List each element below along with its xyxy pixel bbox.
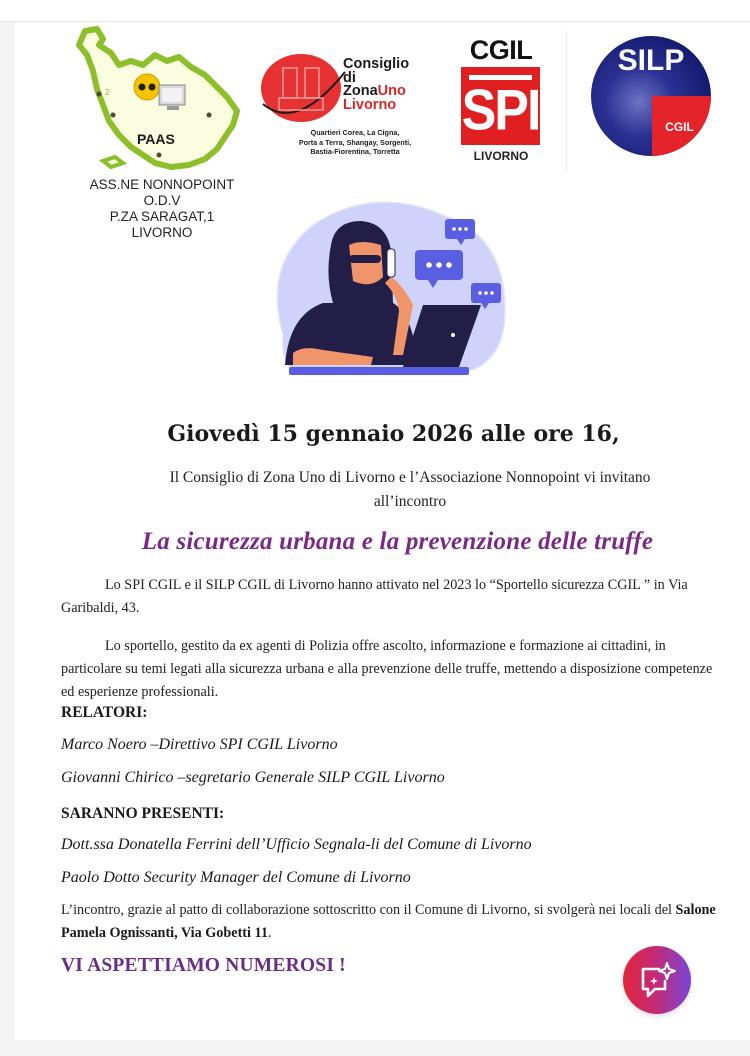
invite-text (100, 466, 720, 514)
logo-nonnopoint (67, 25, 257, 245)
zona-word: Zona (343, 83, 378, 99)
livorno-word: Livorno (343, 96, 397, 113)
paas-line: ASS.NE NONNOPOINT (89, 177, 235, 192)
quartieri-line: Quartieri Corea, La Cigna, (310, 128, 400, 137)
logo-spi-cgil (455, 35, 547, 170)
logo-divider (566, 31, 567, 171)
ai-assistant-button[interactable] (623, 946, 691, 1014)
paas-line: O.D.V (143, 193, 181, 208)
closing-text: L’incontro, grazie al patto di collaborazione sottoscritto con il Comune di Livorno, si svolgerà nei locali del (61, 902, 676, 918)
hooded-scammer-icon (253, 185, 513, 385)
spi-cgil-text: CGIL (469, 35, 533, 65)
paragraph-sportello-description (61, 635, 721, 704)
svg-text:2: 2 (105, 88, 110, 97)
paas-line: P.ZA SARAGAT,1 (109, 209, 215, 224)
presente-item: Paolo Dotto Security Manager del Comune di Livorno (61, 869, 411, 886)
venue-text: Salone Pamela Ognissanti, Via Gobetti 11 (61, 902, 716, 941)
logo-consiglio-zona-uno (255, 48, 455, 163)
presenti-heading: SARANNO PRESENTI: (61, 805, 225, 822)
relatore-item: Giovanni Chirico –segretario Generale SILP CGIL Livorno (61, 769, 445, 786)
consiglio-quartieri (255, 128, 455, 157)
quartieri-line: Bastia-Fiorentina, Torretta (310, 147, 400, 156)
left-gutter (0, 22, 15, 1040)
paas-label: PAAS (137, 131, 175, 147)
paragraph-sportello-intro (61, 574, 721, 620)
spi-text: SPI (461, 79, 540, 143)
presente-item: Dott.ssa Donatella Ferrini dell’Ufficio Segnala-li del Comune di Livorno (61, 836, 532, 853)
closing-end: . (267, 925, 272, 941)
consiglio-title (343, 58, 409, 112)
invite-line: all’incontro (373, 493, 447, 510)
nonnopoint-address (67, 177, 257, 241)
svg-text:1: 1 (95, 80, 100, 89)
ai-chat-sparkle-icon (639, 961, 677, 1001)
spi-red-box (461, 67, 540, 145)
paragraph-text: Lo SPI CGIL e il SILP CGIL di Livorno hanno attivato nel 2023 lo “Sportello sicurezza CGIL ” in Via Garibaldi, 43. (61, 577, 688, 616)
event-date: Giovedì 15 gennaio 2026 alle ore 16, (167, 421, 620, 447)
tuscany-map-icon (67, 25, 257, 175)
invite-line: Il Consiglio di Zona Uno di Livorno e l’Associazione Nonnopoint vi invitano (169, 469, 651, 486)
call-to-action: VI ASPETTIAMO NUMEROSI ! (61, 955, 346, 976)
closing-paragraph (61, 899, 741, 945)
event-title: La sicurezza urbana e la prevenzione delle truffe (141, 528, 654, 555)
consiglio-line: Consiglio (343, 56, 410, 72)
paragraph-text: Lo sportello, gestito da ex agenti di Polizia offre ascolto, informazione e formazione ai cittadini, in particolare su temi legati alla sicurezza urbana e alla prevenzione delle truffe, mettendo a disposizione competenze ed esperienze professionali. (61, 638, 713, 700)
tower-emblem-icon (257, 50, 347, 130)
scammer-illustration (253, 185, 513, 385)
bottom-bar (0, 1040, 750, 1056)
logo-silp-cgil (591, 36, 711, 156)
silp-text: SILP (617, 44, 685, 77)
paas-line: LIVORNO (131, 225, 193, 240)
consiglio-line: di (343, 69, 356, 86)
relatore-item: Marco Noero –Direttivo SPI CGIL Livorno (61, 736, 338, 753)
uno-word: Uno (377, 83, 406, 99)
quartieri-line: Porta a Terra, Shangay, Sorgenti, (298, 137, 412, 147)
spi-livorno-text: LIVORNO (473, 149, 529, 163)
top-bar (0, 0, 750, 22)
silp-cgil-text: CGIL (665, 120, 694, 134)
flyer-page (15, 23, 750, 1040)
relatori-heading: RELATORI: (61, 704, 148, 721)
